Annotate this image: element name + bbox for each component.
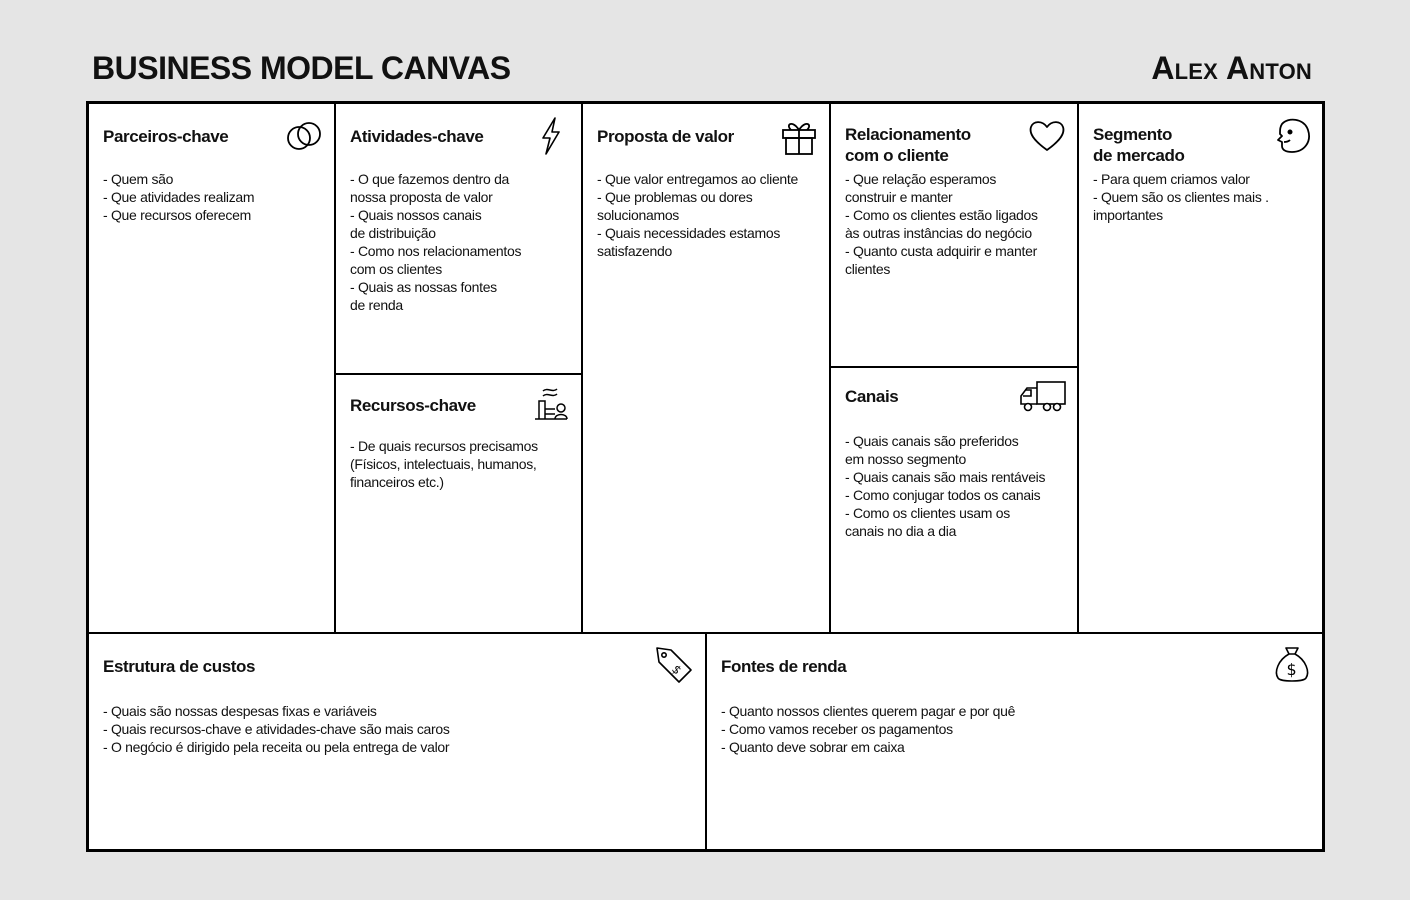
list-item: - Que recursos oferecem [103, 207, 251, 223]
list-item: - Como nos relacionamentos com os clientes [350, 243, 522, 277]
list-item: - Que problemas ou dores solucionamos [597, 189, 753, 223]
face-icon [1272, 116, 1312, 156]
list-item: - Como os clientes estão ligados às outras instâncias do negócio [845, 207, 1038, 241]
block-items [845, 432, 1069, 540]
factory-icon [531, 381, 571, 421]
list-item: - Como conjugar todos os canais [845, 487, 1041, 503]
block-cost-structure[interactable] [89, 634, 707, 849]
list-item: - O que fazemos dentro da nossa proposta de valor [350, 171, 510, 205]
lightning-icon [531, 116, 571, 156]
gift-icon [779, 116, 819, 156]
block-items [103, 170, 326, 224]
block-items [1093, 170, 1314, 224]
price-tag-icon [653, 644, 693, 684]
business-model-canvas [86, 101, 1325, 852]
page-title: BUSINESS MODEL CANVAS [92, 50, 511, 86]
block-items [350, 437, 573, 491]
list-item: - Que atividades realizam [103, 189, 255, 205]
link-icon [284, 116, 324, 156]
svg-text:$: $ [1286, 660, 1297, 679]
block-channels[interactable] [831, 368, 1079, 634]
block-title: Proposta de valor [597, 127, 734, 146]
list-item: - Como os clientes usam os canais no dia a dia [845, 505, 1010, 539]
list-item: - Quanto nossos clientes querem pagar e por quê [721, 703, 1016, 719]
block-title: Relacionamento com o cliente [845, 125, 971, 165]
block-items [845, 170, 1069, 278]
block-revenue-streams[interactable] [707, 634, 1322, 849]
block-title: Recursos-chave [350, 396, 476, 415]
heart-icon [1027, 116, 1067, 156]
list-item: - Quais as nossas fontes de renda [350, 279, 497, 313]
list-item: - Como vamos receber os pagamentos [721, 721, 953, 737]
list-item: - Quais são nossas despesas fixas e variáveis [103, 703, 377, 719]
block-title: Fontes de renda [721, 657, 847, 676]
svg-text:$: $ [669, 662, 685, 678]
author-name: Alex Anton [1151, 50, 1312, 86]
block-items [597, 170, 821, 260]
money-bag-icon [1272, 644, 1312, 684]
block-title: Parceiros-chave [103, 127, 229, 146]
block-items [721, 702, 1314, 756]
list-item: - Quais necessidades estamos satisfazendo [597, 225, 781, 259]
list-item: - Quem são os clientes mais . importantes [1093, 189, 1269, 223]
block-customer-segments[interactable] [1079, 104, 1322, 634]
block-title: Estrutura de custos [103, 657, 256, 676]
list-item: - Quais nossos canais de distribuição [350, 207, 482, 241]
list-item: - Quais canais são mais rentáveis [845, 469, 1046, 485]
list-item: - Quanto custa adquirir e manter clientes [845, 243, 1037, 277]
block-items [103, 702, 697, 756]
list-item: - Para quem criamos valor [1093, 171, 1250, 187]
list-item: - Quanto deve sobrar em caixa [721, 739, 905, 755]
block-title: Atividades-chave [350, 127, 484, 146]
list-item: - Quem são [103, 171, 174, 187]
block-title: Segmento de mercado [1093, 125, 1185, 165]
list-item: - Que relação esperamos construir e manter [845, 171, 997, 205]
block-activities[interactable] [336, 104, 583, 375]
block-customer-relationship[interactable] [831, 104, 1079, 368]
block-value-proposition[interactable] [583, 104, 831, 634]
list-item: - Quais canais são preferidos em nosso segmento [845, 433, 1019, 467]
block-items [350, 170, 573, 314]
list-item: - Quais recursos-chave e atividades-chave são mais caros [103, 721, 450, 737]
list-item: - De quais recursos precisamos (Físicos, intelectuais, humanos, financeiros etc.) [350, 438, 538, 490]
block-title: Canais [845, 387, 899, 406]
block-partners[interactable] [89, 104, 336, 634]
list-item: - Que valor entregamos ao cliente [597, 171, 798, 187]
truck-icon [1019, 376, 1067, 416]
block-resources[interactable] [336, 375, 583, 634]
list-item: - O negócio é dirigido pela receita ou pela entrega de valor [103, 739, 450, 755]
